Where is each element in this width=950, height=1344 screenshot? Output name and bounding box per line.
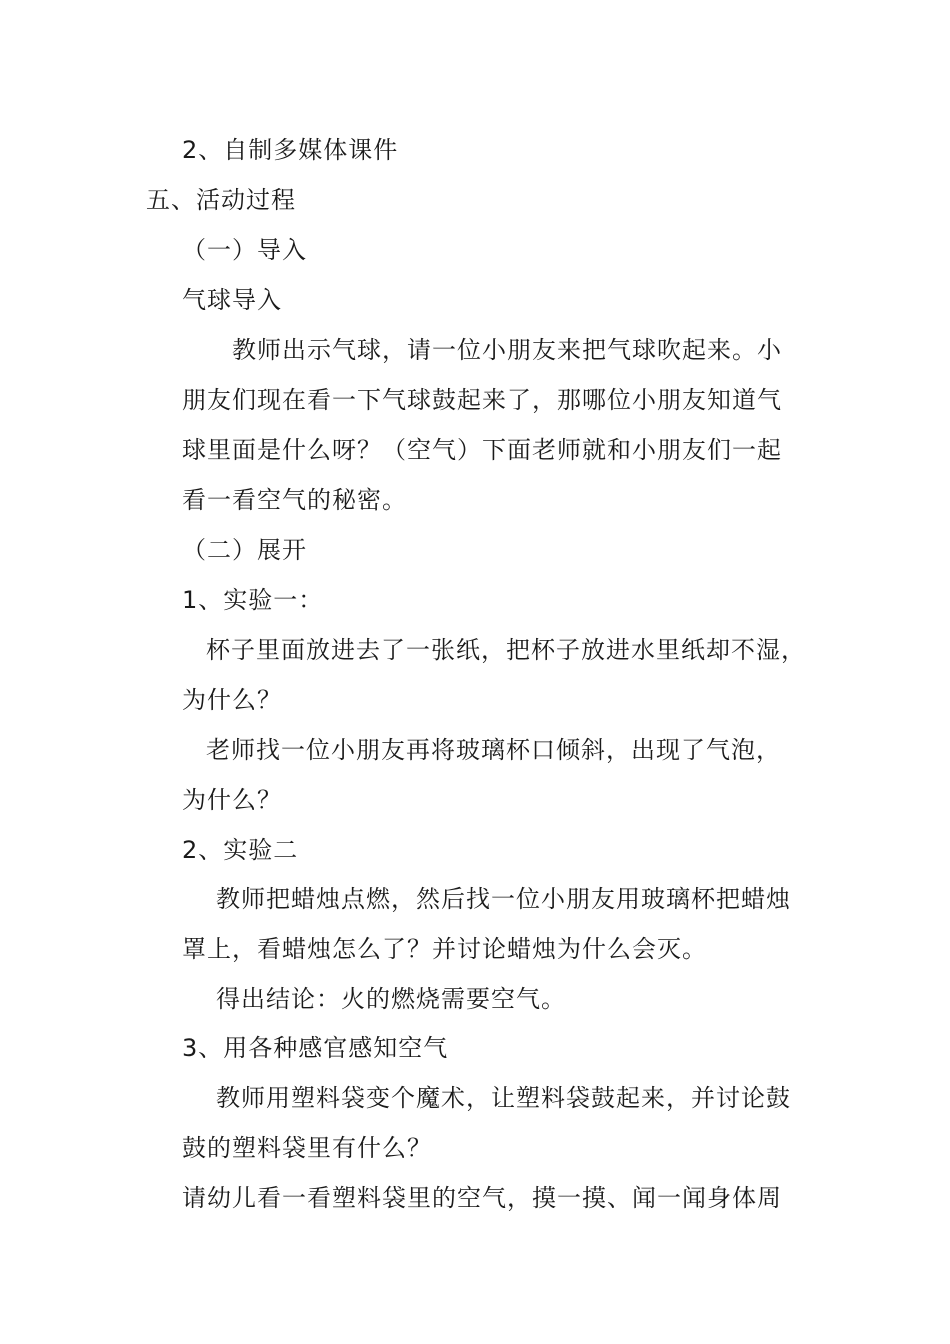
subsection-heading-expand: （二）展开 bbox=[182, 536, 307, 564]
experiment-3-heading: 3、用各种感官感知空气 bbox=[182, 1034, 449, 1062]
section-heading-activity-process: 五、活动过程 bbox=[146, 186, 296, 214]
materials-item-2: 2、自制多媒体课件 bbox=[182, 136, 399, 164]
paragraph-line: 老师找一位小朋友再将玻璃杯口倾斜，出现了气泡， bbox=[206, 736, 781, 764]
subsection-heading-intro: （一）导入 bbox=[182, 236, 307, 264]
experiment-1-heading: 1、实验一： bbox=[182, 586, 324, 614]
paragraph-line: 球里面是什么呀？（空气）下面老师就和小朋友们一起 bbox=[182, 436, 782, 464]
paragraph-line: 杯子里面放进去了一张纸，把杯子放进水里纸却不湿， bbox=[206, 636, 806, 664]
paragraph-line: 鼓的塑料袋里有什么？ bbox=[182, 1134, 432, 1162]
paragraph-line: 请幼儿看一看塑料袋里的空气，摸一摸、闻一闻身体周 bbox=[182, 1184, 782, 1212]
paragraph-line: 罩上，看蜡烛怎么了？并讨论蜡烛为什么会灭。 bbox=[182, 935, 707, 963]
paragraph-line: 教师出示气球，请一位小朋友来把气球吹起来。小 bbox=[232, 336, 782, 364]
paragraph-line: 为什么？ bbox=[182, 686, 282, 714]
paragraph-line: 看一看空气的秘密。 bbox=[182, 486, 407, 514]
experiment-2-heading: 2、实验二 bbox=[182, 836, 299, 864]
paragraph-line: 教师用塑料袋变个魔术，让塑料袋鼓起来，并讨论鼓 bbox=[216, 1084, 791, 1112]
paragraph-line: 为什么？ bbox=[182, 786, 282, 814]
paragraph-line: 教师把蜡烛点燃，然后找一位小朋友用玻璃杯把蜡烛 bbox=[216, 885, 791, 913]
paragraph-line: 朋友们现在看一下气球鼓起来了，那哪位小朋友知道气 bbox=[182, 386, 782, 414]
conclusion-line: 得出结论：火的燃烧需要空气。 bbox=[216, 985, 566, 1013]
intro-title: 气球导入 bbox=[182, 286, 282, 314]
